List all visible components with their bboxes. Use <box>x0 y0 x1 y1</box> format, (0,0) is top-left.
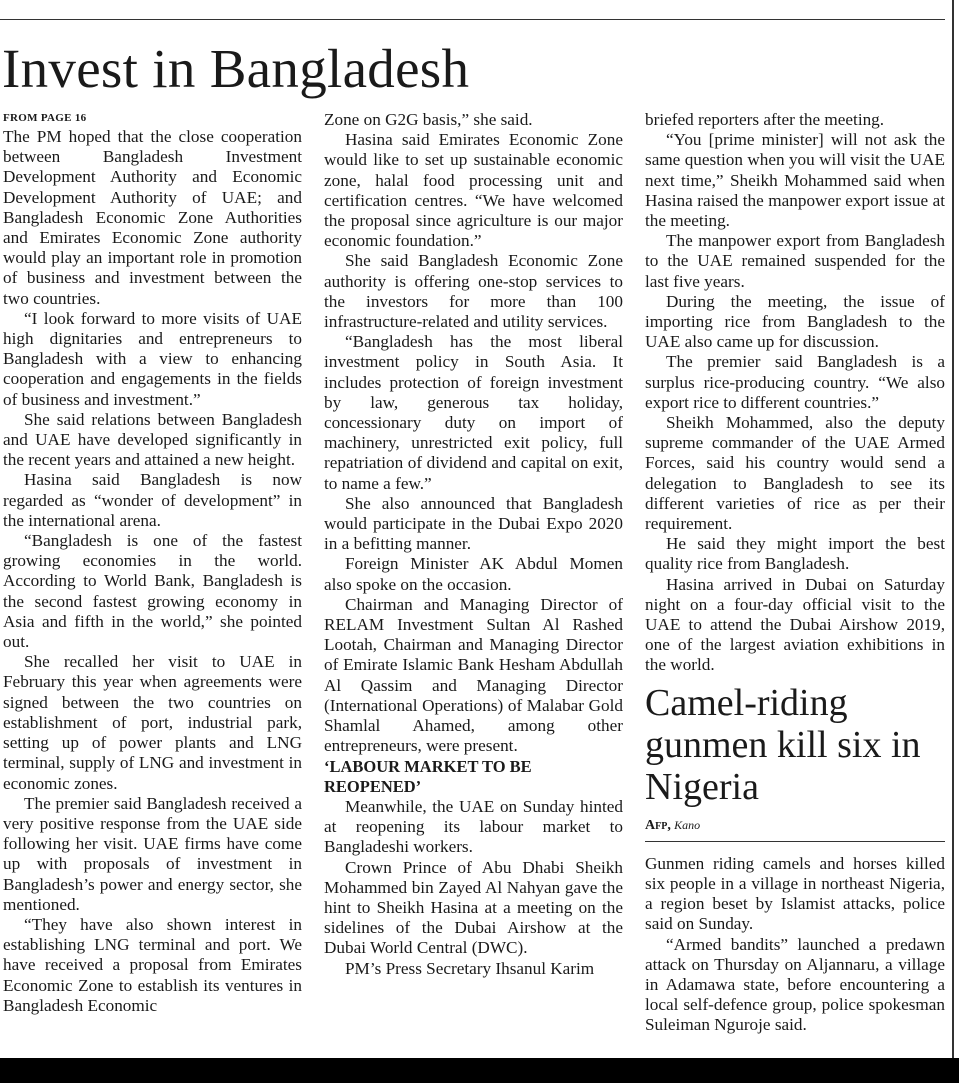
article-paragraph: She said Bangladesh Economic Zone authority is offering one-stop services to the investors for more than 100 infrastructure-related and utility services. <box>324 251 623 332</box>
article-paragraph: PM’s Press Secretary Ihsanul Karim <box>345 958 595 978</box>
article-paragraph: The premier said Bangladesh received a very positive response from the UAE side following her visit. UAE firms have come up with proposals of investment in Bangladesh’s power and energy sector, she mentioned. <box>3 793 302 914</box>
article-paragraph: Chairman and Managing Director of RELAM Investment Sultan Al Rashed Lootah, Chairman and Managing Director of Emirate Islamic Bank Hesham Abdullah Al Qassim and Managing Director (International Operations) of Malabar Gold Shamlal Ahamed, among other entrepreneurs, were present. <box>324 594 623 756</box>
article-paragraph: Hasina said Emirates Economic Zone would like to set up sustainable economic zone, halal food processing unit and certification centres. “We have welcomed the proposal since agriculture is our major economic foundation.” <box>324 130 623 251</box>
article-column-2 <box>324 110 623 1060</box>
byline <box>645 816 945 835</box>
article-paragraph: Gunmen riding camels and horses killed six people in a village in northeast Nigeria, a region beset by Islamist attacks, police said on Sunday. <box>645 853 945 934</box>
article-paragraph: “You [prime minister] will not ask the same question when you will visit the UAE next time,” Sheikh Mohammed said when Hasina raised the manpower export issue at the meeting. <box>645 130 945 231</box>
article-paragraph: She also announced that Bangladesh would participate in the Dubai Expo 2020 in a befitting manner. <box>324 493 623 554</box>
article-paragraph: “They have also shown interest in establishing LNG terminal and port. We have received a proposal from Emirates Economic Zone to establish its ventures in Bangladesh Economic <box>3 914 302 1015</box>
article-paragraph: During the meeting, the issue of importing rice from Bangladesh to the UAE also came up for discussion. <box>645 291 945 352</box>
article-paragraph: Zone on G2G basis,” she said. <box>324 110 533 129</box>
article-paragraph: The manpower export from Bangladesh to the UAE remained suspended for the last five years. <box>645 231 945 291</box>
article-paragraph: Foreign Minister AK Abdul Momen also spoke on the occasion. <box>324 554 623 594</box>
byline-agency: Afp, <box>645 817 671 833</box>
article-paragraph: “Bangladesh has the most liberal investment policy in South Asia. It includes protection of foreign investment by law, generous tax holiday, concessionary duty on import of machinery, unrestricted exit policy, full repatriation of dividend and capital on exit, to name a few.” <box>324 332 623 493</box>
article-paragraph: She recalled her visit to UAE in February this year when agreements were signed between the two countries on establishment of port, industrial park, setting up of power plants and LNG terminal, supply of LNG and investment in economic zones. <box>3 652 302 793</box>
article-paragraph: The premier said Bangladesh is a surplus rice-producing country. “We also export rice to different countries.” <box>645 352 945 412</box>
article-paragraph: Hasina arrived in Dubai on Saturday night on a four-day official visit to the UAE to attend the Dubai Airshow 2019, one of the largest aviation exhibitions in the world. <box>645 574 945 675</box>
bottom-black-bar <box>0 1058 959 1083</box>
article-paragraph: She said relations between Bangladesh and UAE have developed significantly in the recent years and attained a new height. <box>3 409 302 470</box>
byline-place: Kano <box>674 817 701 832</box>
article-paragraph: Hasina said Bangladesh is now regarded as “wonder of development” in the international arena. <box>3 470 302 530</box>
article-paragraph: He said they might import the best quality rice from Bangladesh. <box>645 534 945 574</box>
article-paragraph: Meanwhile, the UAE on Sunday hinted at reopening its labour market to Bangladeshi workers. <box>324 796 623 857</box>
continuation-kicker: FROM PAGE 16 <box>3 112 87 124</box>
article-column-1 <box>3 110 302 1060</box>
article-column-3 <box>645 110 945 1060</box>
article-paragraph: The PM hoped that the close cooperation between Bangladesh Investment Development Authority and Economic Development Authority of UAE; and Bangladesh Economic Zone Authorities and Emirates Economic Zone authority would play an important role in promotion of business and investment between the two countries. <box>3 127 302 308</box>
article-paragraph: Crown Prince of Abu Dhabi Sheikh Mohammed bin Zayed Al Nahyan gave the hint to Sheikh Hasina at a meeting on the sidelines of the Dubai Airshow at the Dubai World Central (DWC). <box>324 857 623 958</box>
article-paragraph: “I look forward to more visits of UAE high dignitaries and entrepreneurs to Bangladesh with a view to enhancing cooperation and engagements in the fields of business and investment.” <box>3 308 302 409</box>
byline-rule <box>645 841 945 842</box>
article-subhead: ‘LABOUR MARKET TO BE REOPENED’ <box>324 756 532 796</box>
article-paragraph: “Bangladesh is one of the fastest growing economies in the world. According to World Bank, Bangladesh is the second fastest growing economy in Asia and fifth in the world,” she pointed out. <box>3 531 302 652</box>
page-edge-rule <box>952 0 954 1060</box>
top-rule <box>0 19 945 20</box>
article-paragraph: Sheikh Mohammed, also the deputy supreme commander of the UAE Armed Forces, said his country would send a delegation to Bangladesh to see its different varieties of rice as per their requirement. <box>645 413 945 534</box>
article-paragraph: “Armed bandits” launched a predawn attack on Thursday on Aljannaru, a village in Adamawa state, before encountering a local self-defence group, police spokesman Suleiman Nguroje said. <box>645 934 945 1035</box>
second-article-headline: Camel-riding gunmen kill six in Nigeria <box>645 681 921 808</box>
article-headline: Invest in Bangladesh <box>2 38 470 99</box>
article-paragraph: briefed reporters after the meeting. <box>645 110 885 129</box>
